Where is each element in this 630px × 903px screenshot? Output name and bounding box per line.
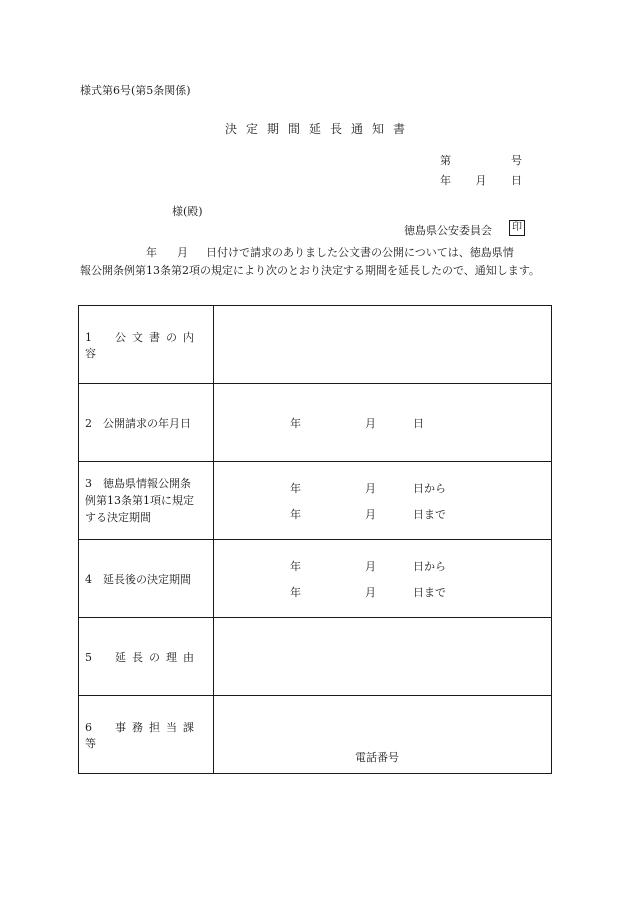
table-row bbox=[79, 696, 552, 774]
document-number-line bbox=[440, 152, 522, 168]
label-extension-reason: 5 延長の理由 bbox=[79, 618, 214, 696]
form-number-label: 様式第6号(第5条関係) bbox=[80, 84, 191, 97]
value-original-period bbox=[214, 462, 552, 540]
extended-until-month: 月 bbox=[365, 585, 376, 599]
original-from-year: 年 bbox=[290, 481, 301, 495]
recipient-label: 様(殿) bbox=[172, 205, 203, 218]
body-year: 年 bbox=[146, 246, 157, 259]
issuer-name: 徳島県公安委員会 bbox=[404, 224, 492, 237]
original-until-month: 月 bbox=[365, 507, 376, 521]
original-until-day: 日まで bbox=[413, 507, 446, 521]
request-month: 月 bbox=[365, 416, 376, 430]
value-extended-period bbox=[214, 540, 552, 618]
original-from-month: 月 bbox=[365, 481, 376, 495]
seal-mark: 印 bbox=[509, 220, 525, 236]
original-period-label-line2: 例第13条第1項に規定 bbox=[85, 494, 194, 507]
original-period-label-line3: する決定期間 bbox=[85, 511, 151, 524]
extended-from-year: 年 bbox=[290, 559, 301, 573]
request-year: 年 bbox=[290, 416, 301, 430]
document-title: 決定期間延長通知書 bbox=[224, 122, 414, 136]
label-request-date: 2 公開請求の年月日 bbox=[79, 384, 214, 462]
number-suffix: 号 bbox=[511, 154, 522, 167]
table-row bbox=[79, 306, 552, 384]
extended-until-year: 年 bbox=[290, 585, 301, 599]
notice-table bbox=[78, 305, 552, 774]
extended-from-day: 日から bbox=[413, 559, 446, 573]
issue-date-line bbox=[440, 172, 522, 188]
table-row bbox=[79, 384, 552, 462]
body-month: 月 bbox=[177, 246, 188, 259]
value-responsible-section bbox=[214, 696, 552, 774]
table-row bbox=[79, 618, 552, 696]
original-until-year: 年 bbox=[290, 507, 301, 521]
table-row bbox=[79, 540, 552, 618]
issue-year: 年 bbox=[440, 174, 451, 187]
value-request-date bbox=[214, 384, 552, 462]
label-extended-period: 4 延長後の決定期間 bbox=[79, 540, 214, 618]
issue-month: 月 bbox=[475, 174, 487, 187]
table-row bbox=[79, 462, 552, 540]
request-day: 日 bbox=[413, 416, 424, 430]
number-prefix: 第 bbox=[440, 154, 451, 167]
value-extension-reason bbox=[214, 618, 552, 696]
label-original-period bbox=[79, 462, 214, 540]
body-text-rest: 報公開条例第13条第2項の規定により次のとおり決定する期間を延長したので、通知します。 bbox=[80, 264, 540, 277]
issue-day: 日 bbox=[511, 174, 522, 187]
body-text-line1: 日付けで請求のありました公文書の公開については、徳島県情 bbox=[206, 246, 514, 259]
extended-until-day: 日まで bbox=[413, 585, 446, 599]
label-document-content: 1 公文書の内容 bbox=[79, 306, 214, 384]
extended-from-month: 月 bbox=[365, 559, 376, 573]
original-from-day: 日から bbox=[413, 481, 446, 495]
label-responsible-section: 6 事務担当課等 bbox=[79, 696, 214, 774]
value-document-content bbox=[214, 306, 552, 384]
phone-number-label: 電話番号 bbox=[355, 751, 399, 764]
notice-body bbox=[80, 244, 552, 280]
original-period-label-line1: 3 徳島県情報公開条 bbox=[85, 477, 191, 490]
